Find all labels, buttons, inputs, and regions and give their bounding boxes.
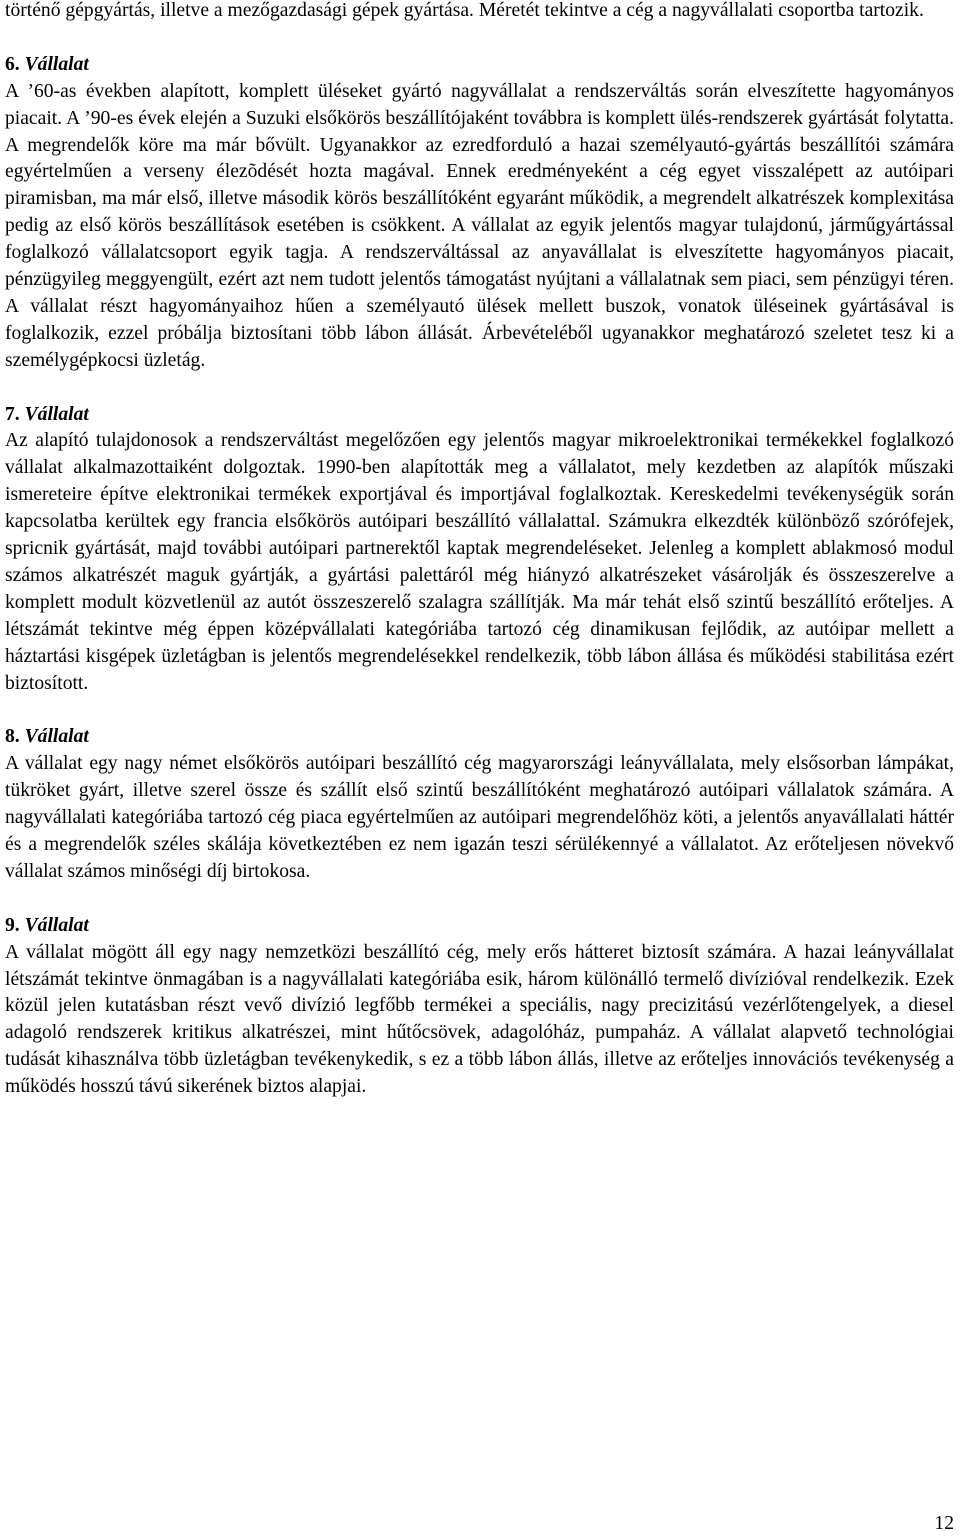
section-number: 6. [5,53,20,75]
document-page [5,0,954,1101]
section-title: Vállalat [24,403,89,425]
paragraph-gap [5,375,954,402]
section-title: Vállalat [24,726,89,748]
section-7 [5,402,954,698]
section-heading [5,724,954,751]
section-number: 9. [5,914,20,936]
paragraph-gap [5,886,954,913]
section-8 [5,724,954,885]
section-title: Vállalat [24,53,89,75]
section-number: 7. [5,403,20,425]
section-heading [5,913,954,940]
section-number: 8. [5,726,20,748]
page-number: 12 [934,1513,954,1534]
section-6 [5,52,954,375]
section-heading [5,52,954,79]
section-heading [5,402,954,429]
section-title: Vállalat [24,914,89,936]
section-body: A vállalat egy nagy német elsőkörös autóipari beszállító cég magyarországi leányvállalata, mely elsősorban lámpákat, tükröket gyárt, illetve szerel össze és szállít első szintű beszállítóként meghatározó autóipari vállalatok számára. A nagyvállalati kategóriába tartozó cég piaca egyértelműen az autóipari megrendelőhöz köti, a jelentős anyavállalati háttér és a megrendelők széles skálája következtében ez nem igazán teszi sérülékennyé a vállalatot. Az erőteljesen növekvő vállalat számos minőségi díj birtokosa. [5,753,954,882]
paragraph-gap [5,698,954,725]
intro-paragraph: történő gépgyártás, illetve a mezőgazdasági gépek gyártása. Méretét tekintve a cég a nagyvállalati csoportba tartozik. [5,0,924,21]
section-body: A ’60-as években alapított, komplett üléseket gyártó nagyvállalat a rendszerváltás során elveszítette hagyományos piacait. A ’90-es évek elején a Suzuki elsőkörös beszállítójaként továbbra is komplett ülés-rendszerek gyártását folytatta. A megrendelők köre ma már bővült. Ugyanakkor az ezredforduló a hazai személyautó-gyártás beszállítói számára egyértelműen a verseny élezõdését hozta magával. Ennek eredményeként a cég egyet visszalépett az autóipari piramisban, ma már első, illetve második körös beszállítóként egyaránt működik, a megrendelt alkatrészek komplexitása pedig az első körös beszállítások esetében is csökkent. A vállalat az egyik jelentős magyar tulajdonú, járműgyártással foglalkozó vállalatcsoport egyik tagja. A rendszerváltással az anyavállalat is elveszítette hagyományos piacait, pénzügyileg meggyengült, ezért azt nem tudott jelentős támogatást nyújtani a vállalatnak sem piaci, sem pénzügyi téren. A vállalat részt hagyományaihoz hűen a személyautó ülések mellett buszok, vonatok üléseinek gyártásával is foglalkozik, ezzel próbálja biztosítani több lábon állását. Árbevételéből ugyanakkor meghatározó szeletet tesz ki a személygépkocsi üzletág. [5,80,954,371]
section-9 [5,913,954,1101]
section-body: Az alapító tulajdonosok a rendszerváltást megelőzően egy jelentős magyar mikroelektronikai termékekkel foglalkozó vállalat alkalmazottaiként dolgoztak. 1990-ben alapították meg a vállalatot, mely kezdetben az alapítók műszaki ismereteire építve elektronikai termékek exportjával és importjával foglalkoztak. Kereskedelmi tevékenységük során kapcsolatba kerültek egy francia elsőkörös autóipari beszállító vállalattal. Számukra elkezdték különböző szórófejek, spricnik gyártását, majd további autóipari partnerektől kaptak megrendeléseket. Jelenleg a komplett ablakmosó modul számos alkatrészét maguk gyártják, a gyártási palettáról még hiányzó alkatrészeket vásárolják és összeszerelve a komplett modult közvetlenül az autót összeszerelő szalagra szállítják. Ma már tehát első szintű beszállító erőteljes. A létszámát tekintve még éppen középvállalati kategóriába tartozó cég dinamikusan fejlődik, az autóipar mellett a háztartási kisgépek üzletágban is jelentős megrendelésekkel rendelkezik, több lábon állása és működési stabilitása ezért biztosított. [5,430,954,694]
paragraph-gap [5,25,954,52]
section-body: A vállalat mögött áll egy nagy nemzetközi beszállító cég, mely erős hátteret biztosít számára. A hazai leányvállalat létszámát tekintve önmagában is a nagyvállalati kategóriába esik, három különálló termelő divízióval rendelkezik. Ezek közül jelen kutatásban részt vevő divízió legfőbb termékei a speciális, nagy precizitású vezérlőtengelyek, a diesel adagoló rendszerek kritikus alkatrészei, mint hűtőcsövek, adagolóház, pumpaház. A vállalat alapvető technológiai tudását kihasználva több üzletágban tevékenykedik, s ez a több lábon állás, illetve az erőteljes innovációs tevékenység a működés hosszú távú sikerének biztos alapjai. [5,941,954,1098]
